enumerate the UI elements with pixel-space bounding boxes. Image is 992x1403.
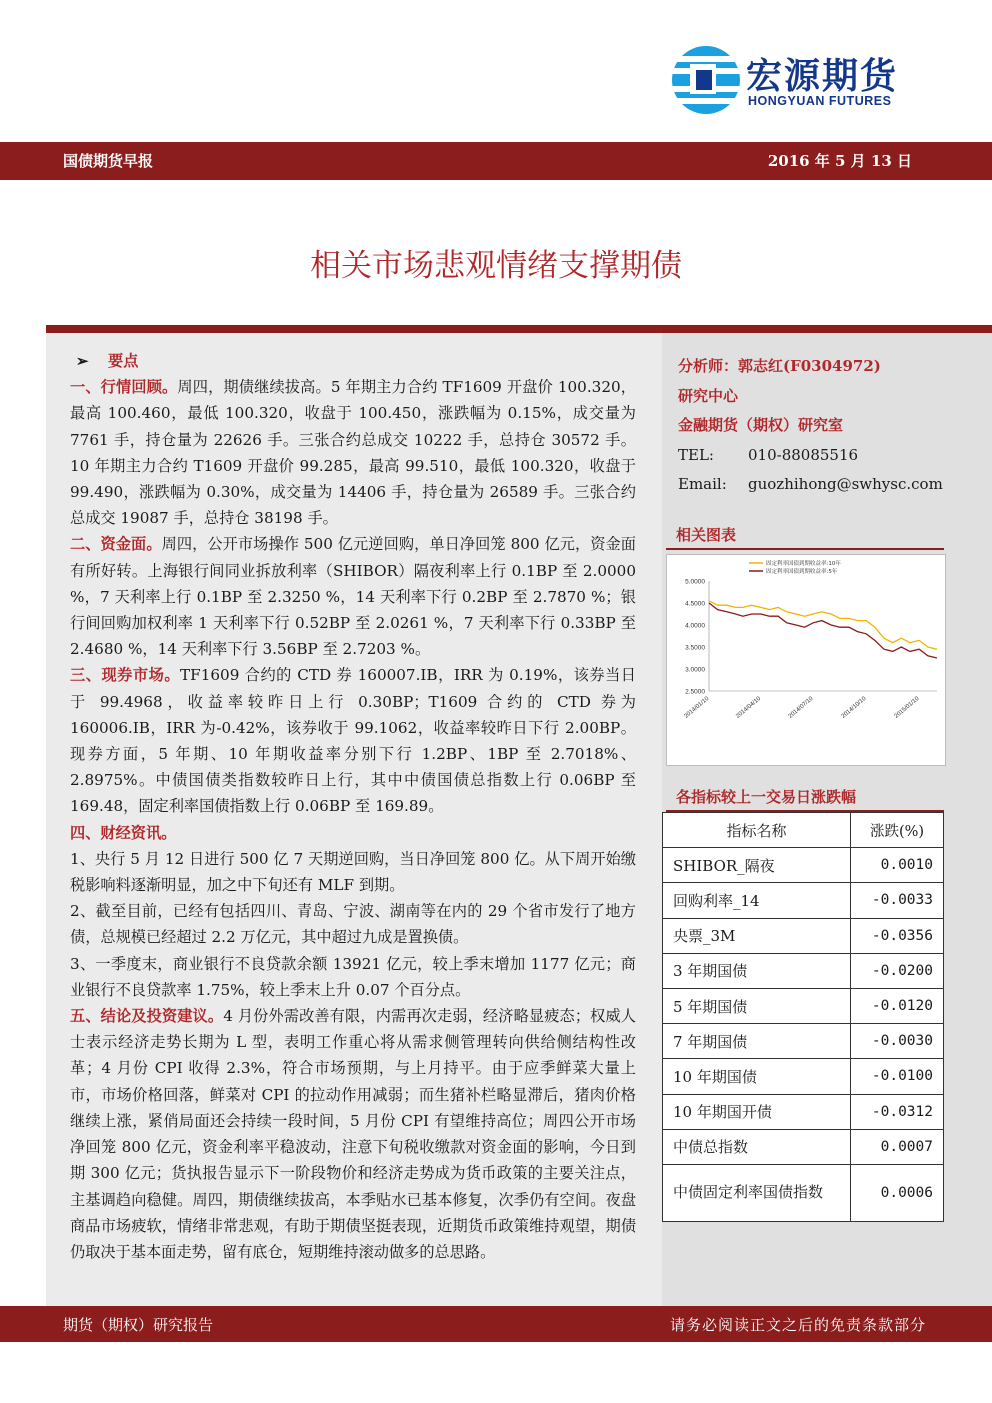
y-tick-label: 4.0000 (685, 622, 705, 630)
email-label: Email: (678, 475, 727, 493)
table-row (663, 918, 944, 953)
tel-row (678, 441, 943, 471)
indicator-name: 5 年期国债 (663, 988, 851, 1023)
report-type: 国债期货早报 (63, 152, 154, 170)
news-item: 2、截至目前，已经有包括四川、青岛、宁波、湖南等在内的 29 个省市发行了地方债，总规模已经超过 2.2 万亿元，其中超过九成是置换债。 (70, 902, 636, 947)
table-section-text: 各指标较上一交易日涨跌幅 (676, 788, 857, 806)
indicator-change: 0.0010 (851, 848, 944, 883)
indicator-change: 0.0006 (851, 1164, 944, 1221)
indicator-name: 7 年期国债 (663, 1024, 851, 1059)
table-header-row (663, 813, 944, 848)
section-conclusion (70, 1003, 636, 1265)
series-line (709, 603, 937, 658)
y-tick-label: 2.5000 (685, 688, 705, 696)
indicator-table (662, 812, 944, 1222)
x-tick-label: 2014/04/10 (735, 695, 763, 720)
indicator-change: -0.0033 (851, 883, 944, 918)
x-tick-label: 2014/10/10 (840, 695, 868, 720)
table-row (663, 953, 944, 988)
indicator-change: -0.0312 (851, 1094, 944, 1129)
content-top-rule (46, 325, 992, 333)
legend-label: 固定利率国债到期收益率:10年 (766, 561, 841, 568)
table-row (663, 1164, 944, 1221)
section-body: 4 月份外需改善有限，内需再次走弱，经济略显疲态；权威人士表示经济走势长期为 L 型，表明工作重心将从需求侧管理转向供给侧结构性改革；4 月份 CPI 收得 2.3%，符合市场预期，与上月持平。由于应季鲜菜大量上市，市场价格回落，鲜菜对 CPI 的拉动作用减弱；而生猪补栏略显滞后，猪肉价格继续上涨，紧俏局面还会持续一段时间，5 月份 CPI 有望维持高位；周四公开市场净回笼 800 亿元，资金利率平稳波动，注意下旬税收缴款对资金面的影响，今日到期 300 亿元；货执报告显示下一阶段物价和经济走势成为货币政策的主要关注点，主基调趋向稳健。周四，期债继续拔高，本季贴水已基本修复，次季仍有空间。夜盘商品市场疲软，情绪非常悲观，有助于期债坚挺表现，近期货币政策维持观望，期债仍取决于基本面走势，留有底仓，短期维持滚动做多的总思路。 (70, 1007, 636, 1261)
analyst-info (678, 352, 943, 500)
yield-chart (666, 554, 946, 766)
section-news (70, 820, 636, 846)
table-row (663, 1094, 944, 1129)
brand-logo (668, 42, 928, 122)
table-row (663, 1024, 944, 1059)
indicator-change: -0.0200 (851, 953, 944, 988)
indicator-change: -0.0100 (851, 1059, 944, 1094)
section-market-review (70, 374, 636, 531)
section-body: TF1609 合约的 CTD 券 160007.IB，IRR 为 0.19%，该券当日于 99.4968，收益率较昨日上行 0.30BP；T1609 合约的 CTD 券为 160006.IB，IRR 为-0.42%，该券收于 99.1062，收益率较昨日下行 2.00BP。现券方面，5 年期、10 年期收益率分别下行 1.2BP、1BP 至 2.7018%、2.8975%。中债国债类指数较昨日上行，其中中债国债总指数上行 0.06BP 至 169.48，固定利率国债指数上行 0.06BP 至 169.89。 (70, 666, 636, 816)
brand-logo-icon (668, 42, 740, 118)
x-tick-label: 2014/07/10 (787, 695, 815, 720)
key-points-heading (70, 348, 636, 374)
footer-disclaimer: 请务必阅读正文之后的免责条款部分 (669, 1316, 926, 1334)
table-row (663, 883, 944, 918)
y-tick-label: 3.0000 (685, 666, 705, 674)
indicator-name: 央票_3M (663, 918, 851, 953)
indicator-name: 3 年期国债 (663, 953, 851, 988)
chart-section-text: 相关图表 (676, 526, 737, 544)
section-heading: 一、行情回顾。 (70, 378, 178, 397)
footer-left: 期货（期权）研究报告 (63, 1316, 214, 1334)
bullet-arrow-icon: ➢ (76, 352, 89, 370)
section-heading: 五、结论及投资建议。 (70, 1007, 224, 1026)
email-row (678, 470, 943, 500)
page-title: 相关市场悲观情绪支撑期债 (310, 248, 682, 284)
tel-value: 010-88085516 (748, 445, 859, 464)
key-points-label: 要点 (108, 352, 139, 370)
news-item: 3、一季度末，商业银行不良贷款余额 13921 亿元，较上季末增加 1177 亿元；商业银行不良贷款率 1.75%，较上季末上升 0.07 个百分点。 (70, 954, 636, 999)
x-tick-label: 2015/01/10 (893, 695, 921, 720)
section-heading: 二、资金面。 (70, 535, 162, 554)
indicator-name: SHIBOR_隔夜 (663, 848, 851, 883)
tel-label: TEL: (678, 445, 714, 464)
chart-section-label (666, 522, 944, 550)
indicator-name: 回购利率_14 (663, 883, 851, 918)
y-tick-label: 3.5000 (685, 644, 705, 652)
indicator-change: 0.0007 (851, 1129, 944, 1164)
section-liquidity (70, 531, 636, 662)
dept-research-center: 研究中心 (678, 386, 739, 405)
table-row (663, 988, 944, 1023)
legend-label: 固定利率国债到期收益率:5年 (766, 569, 838, 576)
indicator-name: 中债总指数 (663, 1129, 851, 1164)
news-item: 1、央行 5 月 12 日进行 500 亿 7 天期逆回购，当日净回笼 800 亿。从下周开始缴税影响料逐渐明显，加之中下旬还有 MLF 到期。 (70, 849, 636, 895)
table-row (663, 1129, 944, 1164)
table-row (663, 1059, 944, 1094)
yield-chart-svg (667, 555, 945, 765)
section-spot-market (70, 662, 636, 819)
brand-name-cn: 宏源期货 (746, 56, 899, 97)
header-name: 指标名称 (663, 813, 851, 848)
indicator-change: -0.0356 (851, 918, 944, 953)
dept-financial-futures: 金融期货（期权）研究室 (678, 416, 844, 434)
x-tick-label: 2014/01/10 (683, 695, 711, 720)
indicator-name: 10 年期国开债 (663, 1094, 851, 1129)
section-body: 周四，公开市场操作 500 亿元逆回购，单日净回笼 800 亿元，资金面有所好转。上海银行间同业拆放利率（SHIBOR）隔夜利率上行 0.1BP 至 2.0000 %，7 天利率上行 0.1BP 至 2.3250 %，14 天利率下行 0.2BP 至 2.7870 %；银行间回购加权利率 1 天利率下行 0.52BP 至 2.0261 %，7 天利率下行 0.33BP 至 2.4680 %，14 天利率下行 3.56BP 至 2.7203 %。 (70, 535, 636, 659)
analyst-name: 分析师：郭志红(F0304972) (678, 357, 881, 375)
table-section-label (666, 784, 944, 812)
series-line (709, 601, 937, 649)
email-value: guozhihong@swhysc.com (748, 475, 943, 493)
indicator-name: 中债固定利率国债指数 (663, 1164, 851, 1221)
header-change: 涨跌(%) (851, 813, 944, 848)
y-tick-label: 4.5000 (685, 600, 705, 608)
brand-name-en: HONGYUAN FUTURES (748, 94, 892, 108)
section-heading: 四、财经资讯。 (70, 823, 177, 842)
section-body: 周四，期债继续拔高。5 年期主力合约 TF1609 开盘价 100.320，最高 100.460，最低 100.320，收盘于 100.450，涨跌幅为 0.15%，成交量为 7761 手，持仓量为 22626 手。三张合约总成交 10222 手，总持仓 30572 手。10 年期主力合约 T1609 开盘价 99.285，最高 99.510，最低 100.320，收盘于 99.490，涨跌幅为 0.30%，成交量为 14406 手，持仓量为 26589 手。三张合约总成交 19087 手，总持仓 38198 手。 (70, 378, 636, 528)
y-tick-label: 5.0000 (685, 578, 705, 586)
indicator-change: -0.0030 (851, 1024, 944, 1059)
table-row (663, 848, 944, 883)
indicator-change: -0.0120 (851, 988, 944, 1023)
section-heading: 三、现券市场。 (70, 666, 181, 685)
indicator-name: 10 年期国债 (663, 1059, 851, 1094)
report-date: 2016 年 5 月 13 日 (767, 152, 912, 170)
main-text (70, 348, 636, 1265)
